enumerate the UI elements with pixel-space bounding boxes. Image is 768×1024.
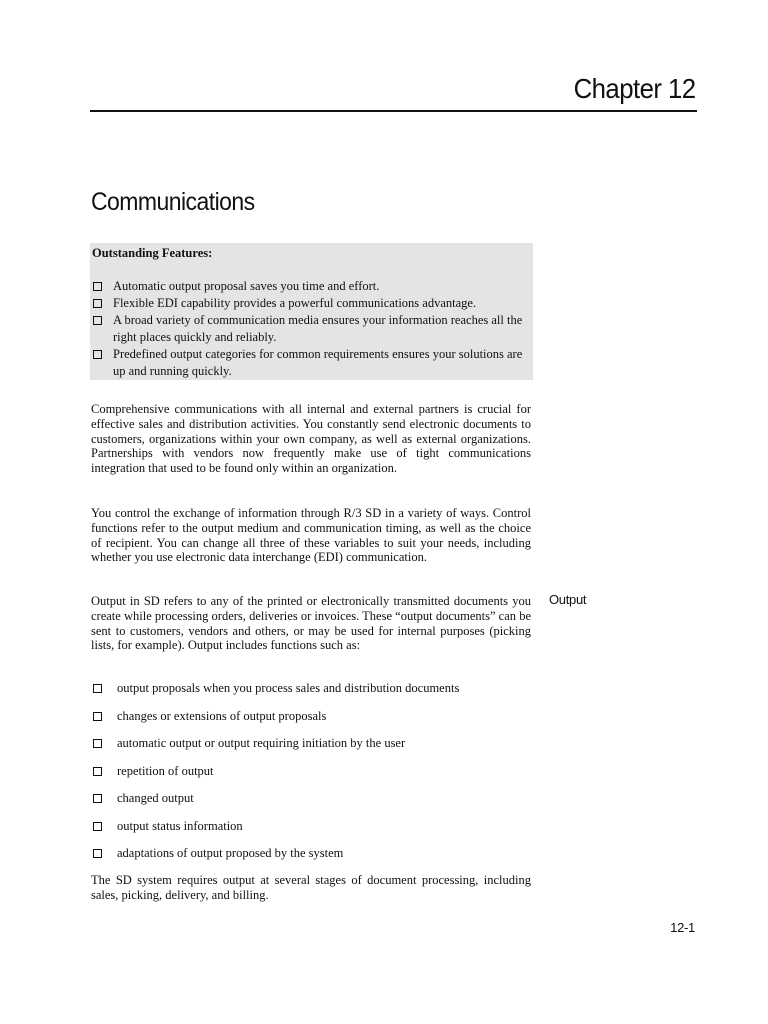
feature-item xyxy=(92,278,533,295)
page-number: 12-1 xyxy=(670,920,695,935)
checkbox-square-icon xyxy=(93,299,102,308)
body-paragraph: Output in SD refers to any of the printed or electronically transmitted documents you create while processing orders, deliveries or invoices. These “output documents” can be sent to customers, vendors and others, or may be used for internal purposes (picking lists, for example). Output includes functions such as: xyxy=(91,594,531,653)
feature-text: Flexible EDI capability provides a powerful communications advantage. xyxy=(113,296,477,310)
margin-note: Output xyxy=(549,592,587,607)
checkbox-square-icon xyxy=(93,822,102,831)
checkbox-square-icon xyxy=(93,794,102,803)
checkbox-square-icon xyxy=(93,739,102,748)
list-item-text: changes or extensions of output proposals xyxy=(117,708,327,723)
feature-text: A broad variety of communication media ensures your information reaches all the right places quickly and reliably. xyxy=(113,313,523,344)
checkbox-square-icon xyxy=(93,350,102,359)
list-item-text: repetition of output xyxy=(117,763,214,778)
chapter-rule xyxy=(90,110,697,112)
list-item-text: adaptations of output proposed by the system xyxy=(117,846,344,860)
checkbox-square-icon xyxy=(93,684,102,693)
features-box xyxy=(90,243,533,380)
features-list xyxy=(92,278,533,380)
feature-text: Automatic output proposal saves you time and effort. xyxy=(113,279,380,293)
list-item-text: automatic output or output requiring initiation by the user xyxy=(117,736,406,750)
list-item xyxy=(91,736,547,764)
checkbox-square-icon xyxy=(93,316,102,325)
checkbox-square-icon xyxy=(93,282,102,291)
list-item-text: changed output xyxy=(117,791,194,805)
feature-item xyxy=(92,312,533,346)
list-item xyxy=(91,791,547,819)
feature-item xyxy=(92,295,533,312)
output-list xyxy=(91,681,547,874)
list-item-text: output status information xyxy=(117,818,243,833)
body-paragraph: The SD system requires output at several stages of document processing, including sales, picking, delivery, and billing. xyxy=(91,873,531,902)
list-item xyxy=(91,764,547,792)
list-item xyxy=(91,819,547,847)
body-paragraph: Comprehensive communications with all internal and external partners is crucial for effective sales and distribution activities. You constantly send electronic documents to customers, organizations within your own company, as well as external organizations. Partnerships with vendors now frequently make use of tight communications integration that used to be found only within an organization. xyxy=(91,402,531,476)
checkbox-square-icon xyxy=(93,767,102,776)
checkbox-square-icon xyxy=(93,712,102,721)
list-item xyxy=(91,709,547,737)
list-item-text: output proposals when you process sales and distribution documents xyxy=(117,681,460,695)
features-heading: Outstanding Features: xyxy=(92,246,213,260)
chapter-title: Chapter 12 xyxy=(574,73,696,104)
section-title: Communications xyxy=(91,188,255,216)
feature-text: Predefined output categories for common requirements ensures your solutions are up and running quickly. xyxy=(113,347,523,378)
feature-item xyxy=(92,346,533,380)
checkbox-square-icon xyxy=(93,849,102,858)
list-item xyxy=(91,846,547,874)
list-item xyxy=(91,681,547,709)
body-paragraph: You control the exchange of information through R/3 SD in a variety of ways. Control functions refer to the output medium and communication timing, as well as the choice of recipient. You can change all three of these variables to suit your needs, including whether you use electronic data interchange (EDI) communication. xyxy=(91,506,531,565)
